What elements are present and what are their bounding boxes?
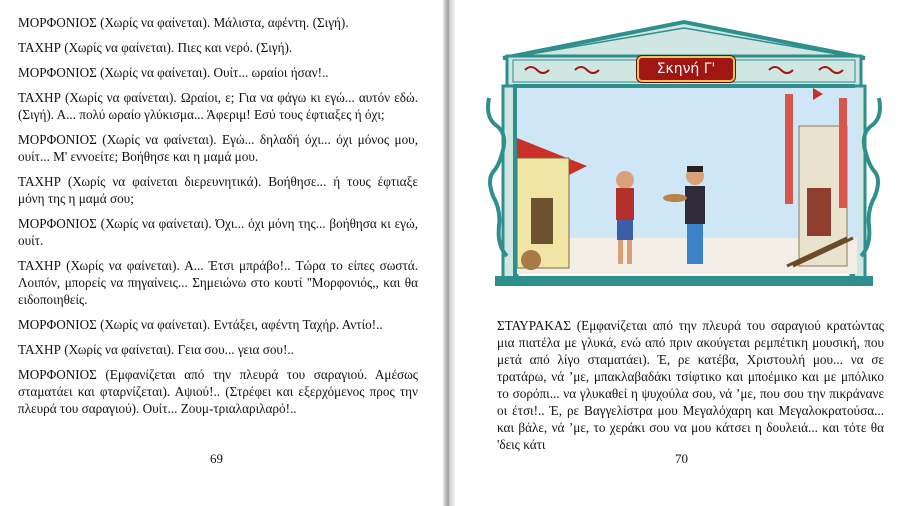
dialogue-line: ΜΟΡΦΟΝΙΟΣ (Χωρίς να φαίνεται). Εντάξει, αφέντη Ταχήρ. Αντίο!..: [18, 317, 383, 332]
book-gutter: [443, 0, 455, 506]
dialogue-line: ΜΟΡΦΟΝΙΟΣ (Χωρίς να φαίνεται). Εγώ... δηλαδή όχι... όχι μόνος μου, ουίτ... Μ' εννοείτε; Βοήθησε και η μαμά μου.: [18, 132, 418, 164]
page-number-right: 70: [675, 451, 688, 466]
puppet-theatre-stage: [485, 18, 883, 288]
left-page: [0, 0, 443, 506]
page-number-left: 69: [210, 451, 223, 466]
scene-title: Σκηνή Γ': [637, 56, 735, 82]
dialogue-line: ΜΟΡΦΟΝΙΟΣ (Χωρίς να φαίνεται). Μάλιστα, αφέντη. (Σιγή).: [18, 15, 349, 30]
scene-illustration: [517, 88, 857, 274]
dialogue-line: ΤΑΧΗΡ (Χωρίς να φαίνεται). Ωραίοι, ε; Για να φάγω κι εγώ... αυτόν εδώ. (Σιγή). Α... πολύ ωραίο γλύκισμα... Άφεριμ! Εσύ τους έφτιαξες ή όχι;: [18, 90, 418, 122]
left-page-text: [18, 14, 418, 425]
dialogue-line: ΤΑΧΗΡ (Χωρίς να φαίνεται). Γεια σου... γεια σου!..: [18, 342, 294, 357]
dialogue-line: ΣΤΑΥΡΑΚΑΣ (Εμφανίζεται από την πλευρά του σαραγιού κρατώντας μια πιατέλα με γλυκά, ενώ από πριν ακούγεται ρεμπέτικη μουσική, που μετά από λίγο σταματάει). Έ, ρε κατέβα, Χριστουλή μου... να σε τρατάρω, νά ʼμε, μπακλαβαδάκι τσίφτικο και μποέμικο και με μπόλικο το σορόπι... να γλυκαθεί η ψυχούλα σου, νά ʼμε, που σου την πικράνανε οι έτσι!.. Έ, ρε Βαγγελίστρα μου Μεγαλόχαρη και Μεγαλοκρατούσα... και βάλε, νά ʼμε, το χεράκι σου να μου κάτσει η δουλειά... και τότε θα 'δεις κάτι: [497, 318, 884, 452]
dialogue-line: ΤΑΧΗΡ (Χωρίς να φαίνεται διερευνητικά). Βοήθησε... ή τους έφτιαξε μόνη της η μαμά σου;: [18, 174, 418, 206]
dialogue-line: ΜΟΡΦΟΝΙΟΣ (Χωρίς να φαίνεται). Ουίτ... ωραίοι ήσαν!..: [18, 65, 329, 80]
dialogue-line: ΜΟΡΦΟΝΙΟΣ (Εμφανίζεται από την πλευρά του σαραγιού. Αμέσως σταματάει και φταρνίζεται). Αψιού!.. (Στρέφει και εξερχόμενος προς την πλευρά του σαραγιού). Ουίτ... Ζουμ-τριαλαριλαρό!..: [18, 367, 418, 416]
dialogue-line: ΤΑΧΗΡ (Χωρίς να φαίνεται). Πιες και νερό. (Σιγή).: [18, 40, 293, 55]
dialogue-line: ΜΟΡΦΟΝΙΟΣ (Χωρίς να φαίνεται). Όχι... όχι μόνη της... βοήθησα κι εγώ, ουίτ.: [18, 216, 418, 248]
dialogue-line: ΤΑΧΗΡ (Χωρίς να φαίνεται). Α... Έτσι μπράβο!.. Τώρα το είπες σωστά. Λοιπόν, μπορείς να πηγαίνεις... Σημειώνω στο κουτί ''Μορφονιός,, και θα ειδοποιηθείς.: [18, 258, 418, 307]
